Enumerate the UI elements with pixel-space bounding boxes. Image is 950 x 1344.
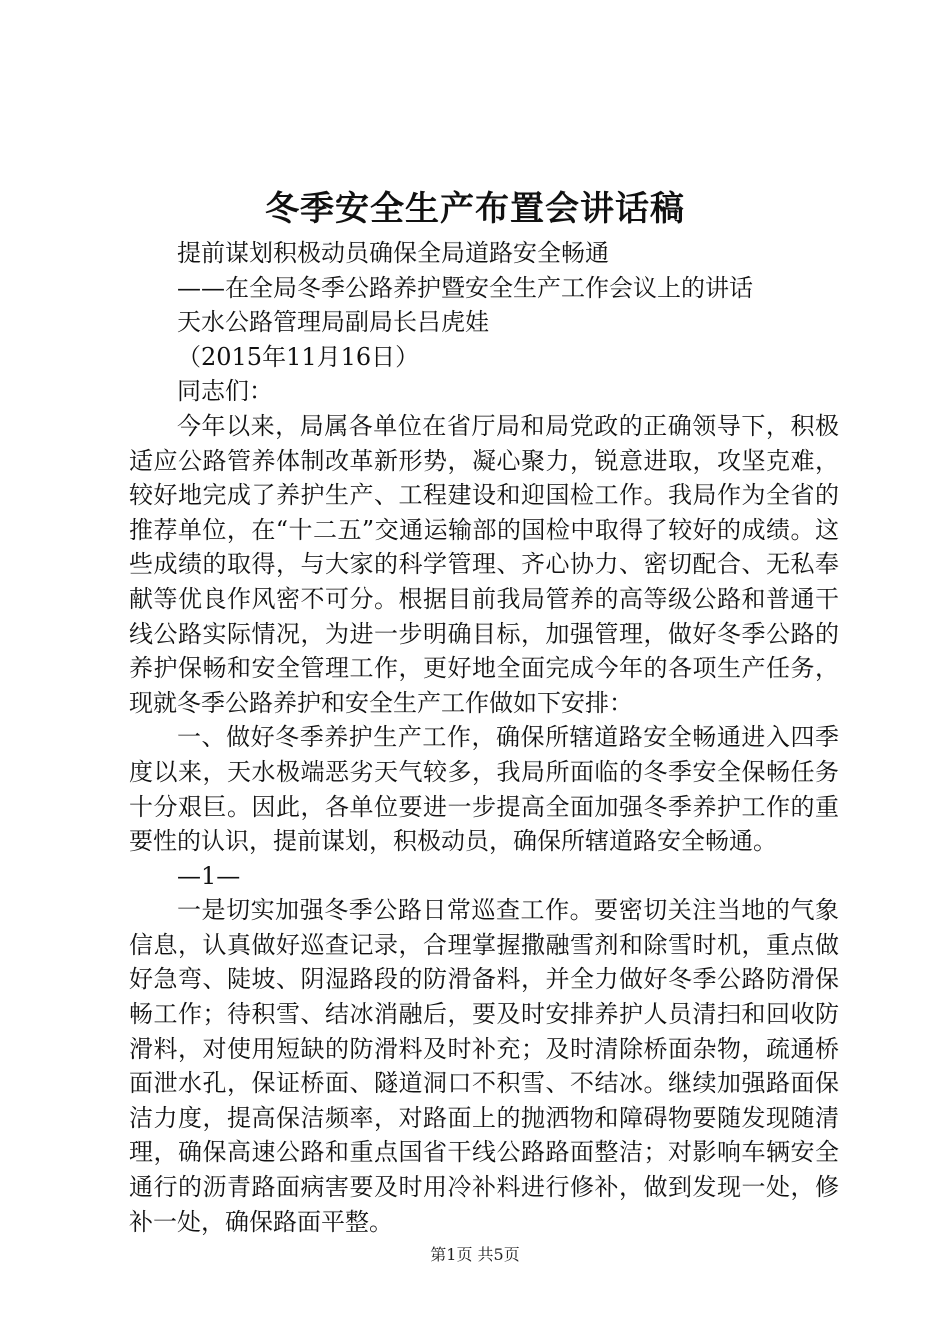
document-title: 冬季安全生产布置会讲话稿 xyxy=(265,189,685,229)
page-footer: 第1页 共5页 xyxy=(430,1245,520,1264)
document-subtitle: 提前谋划积极动员确保全局道路安全畅通 xyxy=(177,239,609,267)
speaker-line: 天水公路管理局副局长吕虎娃 xyxy=(177,308,489,337)
document-body xyxy=(129,236,839,1239)
document-subheading: ——在全局冬季公路养护暨安全生产工作会议上的讲话 xyxy=(177,273,753,302)
page-marker: —1— xyxy=(177,861,241,890)
paragraph-inspection: 一是切实加强冬季公路日常巡查工作。要密切关注当地的气象信息，认真做好巡查记录，合理掌握撒融雪剂和除雪时机，重点做好急弯、陡坡、阴湿路段的防滑备料，并全力做好冬季公路防滑保畅工作；待积雪、结冰消融后，要及时安排养护人员清扫和回收防滑料，对使用短缺的防滑料及时补充；及时清除桥面杂物，疏通桥面泄水孔，保证桥面、隧道洞口不积雪、不结冰。继续加强路面保洁力度，提高保洁频率，对路面上的抛洒物和障碍物要随发现随清理，确保高速公路和重点国省干线公路路面整洁；对影响车辆安全通行的沥青路面病害要及时用冷补料进行修补，做到发现一处，修补一处，确保路面平整。 xyxy=(129,896,839,1236)
paragraph-section-one: 一、做好冬季养护生产工作，确保所辖道路安全畅通进入四季度以来，天水极端恶劣天气较多，我局所面临的冬季安全保畅任务十分艰巨。因此，各单位要进一步提高全面加强冬季养护工作的重要性的认识，提前谋划，积极动员，确保所辖道路安全畅通。 xyxy=(129,723,839,856)
salutation: 同志们： xyxy=(177,377,273,406)
date-line: （2015年11月16日） xyxy=(177,342,420,371)
paragraph-intro: 今年以来，局属各单位在省厅局和局党政的正确领导下，积极适应公路管养体制改革新形势，凝心聚力，锐意进取，攻坚克难，较好地完成了养护生产、工程建设和迎国检工作。我局作为全省的推荐单位，在“十二五”交通运输部的国检中取得了较好的成绩。这些成绩的取得，与大家的科学管理、齐心协力、密切配合、无私奉献等优良作风密不可分。根据目前我局管养的高等级公路和普通干线公路实际情况，为进一步明确目标，加强管理，做好冬季公路的养护保畅和安全管理工作，更好地全面完成今年的各项生产任务，现就冬季公路养护和安全生产工作做如下安排： xyxy=(129,411,839,717)
